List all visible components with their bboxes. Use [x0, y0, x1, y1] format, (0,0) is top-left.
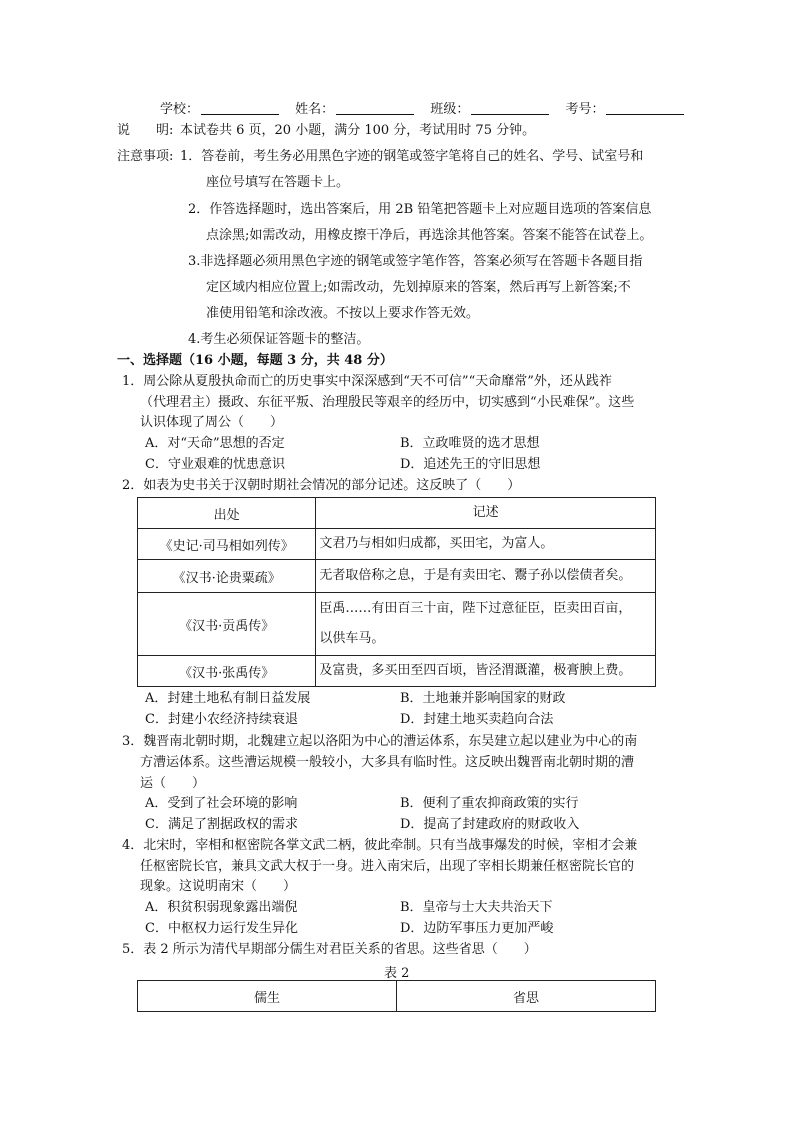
class-blank[interactable]: [471, 102, 549, 115]
table-row: [138, 593, 656, 656]
note-3-line-2: 定区域内相应位置上;如需改动，先划掉原来的答案，然后再写上新答案;不: [206, 280, 631, 295]
q1-option-c[interactable]: C．守业艰难的忧患意识: [145, 457, 285, 472]
q5-table-caption: 表 2: [384, 966, 410, 981]
q1-line-3: 认识体现了周公（ ）: [140, 415, 284, 430]
q4-option-c[interactable]: C．中枢权力运行发生异化: [145, 921, 298, 936]
note-3-line-3: 准使用铅笔和涂改液。不按以上要求作答无效。: [206, 306, 480, 321]
q4-line-1: 4．北宋时，宰相和枢密院各掌文武二柄，彼此牵制。只有当战事爆发的时候，宰相才会兼: [122, 838, 638, 853]
desc-text: 本试卷共 6 页，20 小题，满分 100 分，考试用时 75 分钟。: [180, 123, 536, 138]
table-row: [138, 656, 656, 687]
note-1-line-2: 座位号填写在答题卡上。: [206, 175, 350, 190]
q2-option-a[interactable]: A．封建土地私有制日益发展: [145, 691, 311, 706]
q2-line-1: 2．如表为史书关于汉朝时期社会情况的部分记述。这反映了（ ）: [122, 478, 521, 493]
q3-line-3: 运（ ）: [140, 776, 206, 791]
q2-table-cell-text: 及富贵，多买田至四百顷，皆泾渭溉灌，极膏腴上费。: [316, 656, 656, 687]
q2-table-cell-text: 文君乃与相如归成都，买田宅，为富人。: [316, 529, 656, 560]
q2-table-cell-text: 无者取倍称之息，于是有卖田宅、鬻子孙以偿债者矣。: [316, 560, 656, 593]
section-1-title: 一、选择题（16 小题，每题 3 分，共 48 分）: [117, 353, 393, 368]
q2-table-cell-source: 《汉书·张禹传》: [138, 656, 316, 687]
q2-table-cell-text-line-2: 以供车马。: [319, 631, 385, 646]
q4-option-b[interactable]: B．皇帝与士大夫共治天下: [400, 900, 553, 915]
q1-option-d[interactable]: D．追述先王的守旧思想: [400, 457, 541, 472]
note-3-line-1: 3.非选择题必须用黑色字迹的钢笔或签字笔作答，答案必须写在答题卡各题目指: [188, 254, 643, 269]
q5-table-header-row: [138, 981, 656, 1012]
q4-option-a[interactable]: A．积贫积弱现象露出端倪: [145, 900, 298, 915]
note-1-line-1: 1．答卷前，考生务必用黑色字迹的钢笔或签字笔将自己的姓名、学号、试室号和: [180, 149, 644, 164]
q3-option-b[interactable]: B．便利了重农抑商政策的实行: [400, 796, 579, 811]
name-label: 姓名：: [295, 102, 335, 117]
q4-line-3: 现象。这说明南宋（ ）: [140, 879, 297, 894]
q1-option-a[interactable]: A．对“天命”思想的否定: [145, 436, 285, 451]
q2-table-cell-text-line-1: 臣禹……有田百三十亩，陛下过意征臣，臣卖田百亩，: [319, 601, 632, 616]
q2-option-c[interactable]: C．封建小农经济持续衰退: [145, 712, 298, 727]
q5-table-header-reflection: 省思: [397, 981, 656, 1012]
q3-option-d[interactable]: D．提高了封建政府的财政收入: [400, 817, 580, 832]
q5-line-1: 5．表 2 所示为清代早期部分儒生对君臣关系的省思。这些省思（ ）: [122, 942, 537, 957]
note-2-line-2: 点涂黑;如需改动，用橡皮擦干净后，再选涂其他答案。答案不能答在试卷上。: [206, 228, 653, 243]
name-blank[interactable]: [336, 102, 414, 115]
q3-line-1: 3．魏晋南北朝时期，北魏建立起以洛阳为中心的漕运体系，东吴建立起以建业为中心的南: [122, 734, 638, 749]
q3-line-2: 方漕运体系。这些漕运规模一般较小，大多具有临时性。这反映出魏晋南北朝时期的漕: [140, 755, 635, 770]
table-row: [138, 560, 656, 593]
q2-table-header-row: [138, 498, 656, 529]
q2-option-d[interactable]: D．封建土地买卖趋向合法: [400, 712, 554, 727]
q2-option-b[interactable]: B．土地兼并影响国家的财政: [400, 691, 566, 706]
q1-option-b[interactable]: B．立政唯贤的选才思想: [400, 436, 540, 451]
table-row: [138, 529, 656, 560]
q4-option-d[interactable]: D．边防军事压力更加严峻: [400, 921, 554, 936]
q2-table-header-source: 出处: [138, 498, 316, 529]
q2-table-cell-source: 《史记·司马相如列传》: [138, 529, 316, 560]
q3-option-c[interactable]: C．满足了割据政权的需求: [145, 817, 298, 832]
note-2-line-1: 2．作答选择题时，选出答案后，用 2B 铅笔把答题卡上对应题目选项的答案信息: [188, 202, 652, 217]
notes-label: 注意事项:: [117, 149, 174, 164]
q2-table-cell-source: 《汉书·论贵粟疏》: [138, 560, 316, 593]
id-label: 考号：: [565, 102, 605, 117]
school-label: 学校：: [160, 102, 200, 117]
q2-table-header-text: 记述: [316, 498, 656, 529]
class-label: 班级：: [430, 102, 470, 117]
q3-option-a[interactable]: A．受到了社会环境的影响: [145, 796, 298, 811]
q1-line-1: 1．周公除从夏殷执命而亡的历史事实中深深感到“天不可信”“天命靡常”外，还从践祚: [122, 374, 612, 389]
student-info-row: [160, 98, 696, 117]
note-4: 4.考生必须保证答题卡的整洁。: [188, 332, 370, 347]
school-blank[interactable]: [201, 102, 279, 115]
q4-line-2: 任枢密院长官，兼具文武大权于一身。进入南宋后，出现了宰相长期兼任枢密院长官的: [140, 859, 635, 874]
q5-table-header-scholar: 儒生: [138, 981, 397, 1012]
q1-line-2: （代理君主）摄政、东征平叛、治理殷民等艰辛的经历中，切实感到“小民难保”。这些: [140, 395, 635, 410]
q5-table: [137, 980, 656, 1012]
q2-table: [137, 497, 656, 687]
id-blank[interactable]: [606, 102, 684, 115]
desc-label: 说 明:: [117, 123, 174, 138]
q2-table-cell-text: [316, 593, 656, 656]
q2-table-cell-source: 《汉书·贡禹传》: [138, 593, 316, 656]
